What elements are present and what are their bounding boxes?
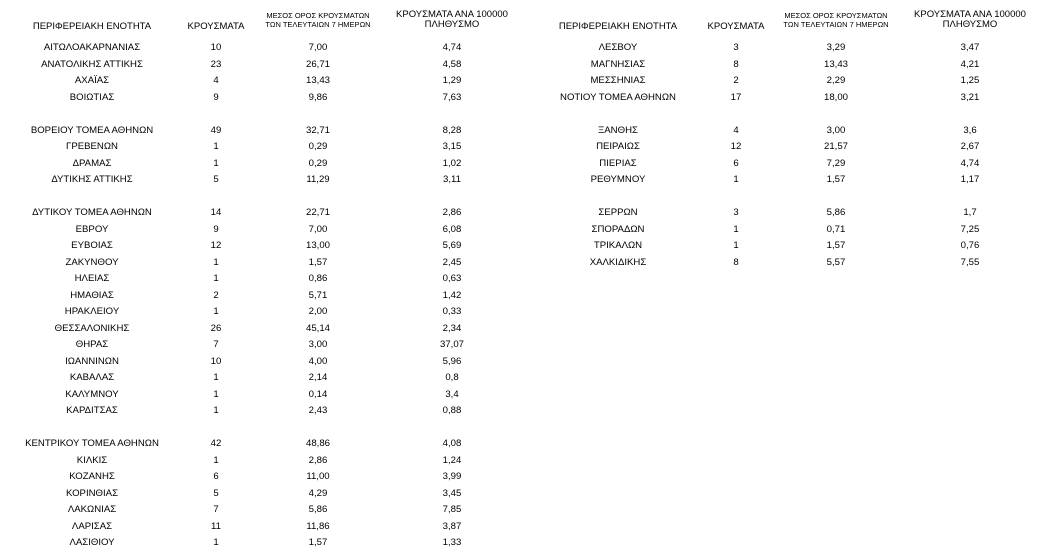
cell-per: 0,33 xyxy=(442,306,462,317)
cell-region: ΣΕΡΡΩΝ xyxy=(598,207,638,218)
right-table-body xyxy=(520,40,1041,271)
header-per-line2: ΠΛΗΘΥΣΜΟ xyxy=(942,19,998,30)
table-row xyxy=(520,222,1041,239)
cell-region: ΒΟΙΩΤΙΑΣ xyxy=(69,91,115,103)
cell-region: ΚΑΒΑΛΑΣ xyxy=(69,372,115,383)
cell-per: 4,21 xyxy=(960,58,980,70)
table-row xyxy=(0,304,520,321)
cell-region: ΛΑΡΙΣΑΣ xyxy=(71,520,113,532)
cell-per: 4,74 xyxy=(442,42,462,53)
cell-avg: 32,71 xyxy=(305,124,330,136)
header-per-line1: ΚΡΟΥΣΜΑΤΑ ΑΝΑ 100000 xyxy=(396,9,508,20)
table-row xyxy=(0,502,520,519)
cell-avg: 9,86 xyxy=(308,91,328,103)
cell-cases: 42 xyxy=(210,438,222,449)
cell-region: ΜΑΓΝΗΣΙΑΣ xyxy=(590,58,646,70)
table-row xyxy=(0,469,520,486)
cell-avg: 7,00 xyxy=(308,223,328,235)
cell-cases: 1 xyxy=(733,223,739,235)
cell-cases: 4 xyxy=(733,124,739,136)
cell-per: 3,99 xyxy=(442,471,462,482)
table-row xyxy=(520,40,1041,57)
cell-avg: 11,86 xyxy=(306,520,330,532)
cell-per: 3,15 xyxy=(442,141,462,152)
table-row xyxy=(0,453,520,470)
table-row xyxy=(0,73,520,90)
table-row xyxy=(0,337,520,354)
table-row xyxy=(0,139,520,156)
cell-region: ΕΒΡΟΥ xyxy=(75,223,109,235)
cell-cases: 2 xyxy=(213,289,219,301)
cell-per: 1,7 xyxy=(963,207,977,218)
cell-avg xyxy=(252,106,384,123)
cell-cases: 9 xyxy=(213,223,219,235)
cell-per: 0,8 xyxy=(445,372,459,383)
cell-cases: 1 xyxy=(213,454,219,466)
cell-region: ΑΙΤΩΛΟΑΚΑΡΝΑΝΙΑΣ xyxy=(43,42,141,53)
cell-cases: 5 xyxy=(213,174,219,185)
table-row xyxy=(0,535,520,552)
cell-avg: 26,71 xyxy=(305,58,330,70)
table-row xyxy=(0,354,520,371)
header-avg xyxy=(252,0,384,40)
cell-region: ΚΕΝΤΡΙΚΟΥ ΤΟΜΕΑ ΑΘΗΝΩΝ xyxy=(25,438,159,449)
table-row xyxy=(520,57,1041,74)
table-row xyxy=(520,139,1041,156)
cell-cases: 12 xyxy=(730,141,742,152)
table-row xyxy=(0,321,520,338)
cell-cases: 23 xyxy=(210,58,222,70)
header-region-label: ΠΕΡΙΦΕΡΕΙΑΚΗ ΕΝΟΤΗΤΑ xyxy=(32,20,152,32)
table-row xyxy=(520,172,1041,189)
cell-cases: 8 xyxy=(733,256,739,268)
cell-region: ΚΑΡΔΙΤΣΑΣ xyxy=(66,405,118,416)
table-row xyxy=(520,189,1041,206)
cell-per: 2,45 xyxy=(442,256,462,268)
cell-avg: 11,00 xyxy=(306,471,330,482)
cell-avg: 4,29 xyxy=(308,487,328,499)
cell-per: 1,24 xyxy=(442,454,462,466)
cell-avg xyxy=(252,189,384,206)
cell-per: 6,08 xyxy=(442,223,462,235)
table-row xyxy=(0,189,520,206)
cell-per: 0,88 xyxy=(442,405,462,416)
table-row xyxy=(0,156,520,173)
cell-region: ΔΡΑΜΑΣ xyxy=(72,157,112,169)
cell-cases: 11 xyxy=(211,520,221,532)
cell-region xyxy=(540,189,696,206)
table-row xyxy=(0,40,520,57)
table-row xyxy=(0,106,520,123)
cell-cases: 10 xyxy=(210,355,222,367)
cell-region: ΑΧΑΪΑΣ xyxy=(74,75,110,86)
cell-per: 1,17 xyxy=(960,174,980,185)
left-table xyxy=(0,0,520,553)
cell-avg: 13,43 xyxy=(823,58,848,70)
cell-per: 3,4 xyxy=(445,388,459,400)
cell-cases: 6 xyxy=(213,471,219,482)
cell-per xyxy=(904,106,1036,123)
cell-cases: 17 xyxy=(730,91,742,103)
cell-region: ΕΥΒΟΙΑΣ xyxy=(71,240,113,251)
cell-avg: 1,57 xyxy=(308,256,328,268)
table-row xyxy=(520,205,1041,222)
right-table-header xyxy=(520,0,1041,40)
header-region-label: ΠΕΡΙΦΕΡΕΙΑΚΗ ΕΝΟΤΗΤΑ xyxy=(558,20,678,32)
cell-region: ΙΩΑΝΝΙΝΩΝ xyxy=(65,355,119,367)
cell-cases: 10 xyxy=(210,42,222,53)
table-row xyxy=(0,387,520,404)
cell-region: ΚΑΛΥΜΝΟΥ xyxy=(65,388,119,400)
cell-cases: 1 xyxy=(213,372,219,383)
cell-region: ΓΡΕΒΕΝΩΝ xyxy=(66,141,118,152)
cell-avg: 2,86 xyxy=(308,454,328,466)
header-per xyxy=(384,0,520,40)
cell-region: ΡΕΘΥΜΝΟΥ xyxy=(590,174,646,185)
cell-region: ΒΟΡΕΙΟΥ ΤΟΜΕΑ ΑΘΗΝΩΝ xyxy=(30,124,154,136)
cell-cases xyxy=(180,106,252,123)
cell-cases: 1 xyxy=(213,141,219,152)
table-row xyxy=(0,403,520,420)
table-row xyxy=(520,73,1041,90)
cell-cases: 49 xyxy=(210,124,222,136)
cell-cases: 9 xyxy=(213,91,219,103)
cell-region: ΜΕΣΣΗΝΙΑΣ xyxy=(590,75,646,86)
cell-per: 1,29 xyxy=(442,75,462,86)
cell-avg: 5,57 xyxy=(826,256,846,268)
cell-per: 5,96 xyxy=(442,355,462,367)
cell-region xyxy=(540,106,696,123)
cell-per xyxy=(384,420,520,437)
cell-cases: 1 xyxy=(213,405,219,416)
cell-avg: 0,14 xyxy=(308,388,328,400)
cell-region: ΛΕΣΒΟΥ xyxy=(598,42,638,53)
cell-region: ΚΟΡΙΝΘΙΑΣ xyxy=(65,487,119,499)
table-row xyxy=(0,90,520,107)
cell-avg: 2,14 xyxy=(308,372,328,383)
cell-per: 3,11 xyxy=(443,174,461,185)
cell-cases xyxy=(702,106,770,123)
cell-avg: 1,57 xyxy=(826,240,846,251)
cell-cases: 1 xyxy=(213,306,219,317)
header-cases-label: ΚΡΟΥΣΜΑΤΑ xyxy=(187,20,245,32)
cell-region: ΛΑΚΩΝΙΑΣ xyxy=(67,504,117,515)
cell-cases: 5 xyxy=(213,487,219,499)
cell-cases: 7 xyxy=(213,504,219,515)
left-table-body xyxy=(0,40,520,552)
cell-avg: 48,86 xyxy=(305,438,330,449)
cell-per: 1,42 xyxy=(442,289,462,301)
cell-region xyxy=(4,106,180,123)
cell-region: ΖΑΚΥΝΘΟΥ xyxy=(65,256,119,268)
cell-region: ΞΑΝΘΗΣ xyxy=(598,124,638,136)
header-per xyxy=(904,0,1036,40)
cell-region: ΠΙΕΡΙΑΣ xyxy=(599,157,637,169)
cell-cases: 1 xyxy=(213,256,219,268)
cell-per xyxy=(384,189,520,206)
cell-cases: 3 xyxy=(733,42,739,53)
cell-avg: 2,00 xyxy=(308,306,328,317)
cell-per: 3,45 xyxy=(442,487,462,499)
table-row xyxy=(0,172,520,189)
cell-avg xyxy=(770,189,902,206)
left-table-header xyxy=(0,0,520,40)
cell-avg: 2,29 xyxy=(826,75,846,86)
cell-region: ΚΙΛΚΙΣ xyxy=(76,454,108,466)
cell-region xyxy=(4,189,180,206)
header-avg-line2: ΤΩΝ ΤΕΛΕΥΤΑΙΩΝ 7 ΗΜΕΡΩΝ xyxy=(783,20,889,29)
cell-cases: 3 xyxy=(733,207,739,218)
header-per-line2: ΠΛΗΘΥΣΜΟ xyxy=(424,19,480,30)
cell-avg: 21,57 xyxy=(823,141,848,152)
table-row xyxy=(0,255,520,272)
cell-per: 2,34 xyxy=(442,322,462,334)
cell-region: ΣΠΟΡΑΔΩΝ xyxy=(591,223,645,235)
cell-region: ΛΑΣΙΘΙΟΥ xyxy=(69,537,115,548)
cell-per: 7,63 xyxy=(442,91,462,103)
cell-region: ΗΡΑΚΛΕΙΟΥ xyxy=(64,306,120,317)
cell-avg: 3,00 xyxy=(826,124,846,136)
table-row xyxy=(0,486,520,503)
cell-per: 7,25 xyxy=(960,223,980,235)
table-row xyxy=(0,436,520,453)
cell-cases: 1 xyxy=(213,273,219,284)
cell-per: 4,74 xyxy=(960,157,980,169)
cell-avg: 5,86 xyxy=(308,504,328,515)
table-row xyxy=(520,255,1041,272)
cell-region xyxy=(4,420,180,437)
cell-avg: 4,00 xyxy=(308,355,328,367)
cell-per: 7,85 xyxy=(442,504,462,515)
cell-per: 1,25 xyxy=(960,75,980,86)
cell-avg: 13,00 xyxy=(305,240,330,251)
cell-cases xyxy=(702,189,770,206)
header-avg xyxy=(770,0,902,40)
table-row xyxy=(0,57,520,74)
table-row xyxy=(0,222,520,239)
table-row xyxy=(520,238,1041,255)
table-row xyxy=(0,370,520,387)
cell-per: 1,02 xyxy=(442,157,462,169)
cell-avg: 18,00 xyxy=(823,91,848,103)
cell-cases: 14 xyxy=(210,207,222,218)
cell-region: ΔΥΤΙΚΟΥ ΤΟΜΕΑ ΑΘΗΝΩΝ xyxy=(32,207,152,218)
cell-cases: 1 xyxy=(733,174,739,185)
cell-per: 37,07 xyxy=(439,339,464,350)
cell-per: 2,67 xyxy=(960,141,980,152)
cell-per: 3,6 xyxy=(963,124,977,136)
cell-cases: 8 xyxy=(733,58,739,70)
cell-cases: 6 xyxy=(733,157,739,169)
cell-per: 2,86 xyxy=(442,207,462,218)
header-avg-line1: ΜΕΣΟΣ ΟΡΟΣ ΚΡΟΥΣΜΑΤΩΝ xyxy=(784,11,888,20)
header-avg-line1: ΜΕΣΟΣ ΟΡΟΣ ΚΡΟΥΣΜΑΤΩΝ xyxy=(266,11,370,20)
cell-region: ΗΛΕΙΑΣ xyxy=(74,273,110,284)
cell-cases xyxy=(180,420,252,437)
cell-avg: 1,57 xyxy=(308,537,328,548)
cell-avg: 0,71 xyxy=(826,223,846,235)
cell-avg: 45,14 xyxy=(305,322,330,334)
cell-per: 5,69 xyxy=(442,240,462,251)
cell-avg xyxy=(252,420,384,437)
cell-avg: 0,29 xyxy=(308,157,328,169)
cell-avg: 11,29 xyxy=(306,174,330,185)
cell-cases: 1 xyxy=(213,157,219,169)
cell-avg: 7,29 xyxy=(826,157,846,169)
cell-region: ΗΜΑΘΙΑΣ xyxy=(70,289,114,301)
cell-region: ΝΟΤΙΟΥ ΤΟΜΕΑ ΑΘΗΝΩΝ xyxy=(560,91,676,103)
cell-region: ΘΗΡΑΣ xyxy=(75,339,109,350)
table-row xyxy=(520,123,1041,140)
cell-avg: 13,43 xyxy=(305,75,330,86)
cell-per xyxy=(904,189,1036,206)
cell-avg: 3,29 xyxy=(826,42,846,53)
table-row xyxy=(0,519,520,536)
cell-cases: 4 xyxy=(213,75,219,86)
cell-per xyxy=(384,106,520,123)
cell-per: 0,63 xyxy=(442,273,462,284)
cell-per: 3,47 xyxy=(960,42,980,53)
cell-cases: 26 xyxy=(210,322,222,334)
table-row xyxy=(0,288,520,305)
cell-per: 0,76 xyxy=(960,240,980,251)
cell-cases: 2 xyxy=(733,75,739,86)
table-row xyxy=(0,420,520,437)
table-row xyxy=(520,106,1041,123)
cell-per: 1,33 xyxy=(442,537,462,548)
cell-region: ΘΕΣΣΑΛΟΝΙΚΗΣ xyxy=(54,322,130,334)
table-row xyxy=(520,90,1041,107)
cell-avg: 7,00 xyxy=(308,42,328,53)
cell-avg: 5,86 xyxy=(826,207,846,218)
cell-per: 3,21 xyxy=(960,91,980,103)
cell-avg: 1,57 xyxy=(826,174,846,185)
header-avg-line2: ΤΩΝ ΤΕΛΕΥΤΑΙΩΝ 7 ΗΜΕΡΩΝ xyxy=(265,20,371,29)
cell-avg: 0,86 xyxy=(308,273,328,284)
right-table xyxy=(520,0,1041,553)
table-row xyxy=(520,156,1041,173)
cell-region: ΠΕΙΡΑΙΩΣ xyxy=(596,141,640,152)
cell-avg: 2,43 xyxy=(308,405,328,416)
cell-region: ΔΥΤΙΚΗΣ ΑΤΤΙΚΗΣ xyxy=(51,174,133,185)
cell-region: ΧΑΛΚΙΔΙΚΗΣ xyxy=(589,256,647,268)
cell-avg xyxy=(770,106,902,123)
table-row xyxy=(0,205,520,222)
table-row xyxy=(0,123,520,140)
cell-region: ΚΟΖΑΝΗΣ xyxy=(69,471,115,482)
table-row xyxy=(0,271,520,288)
cell-per: 4,58 xyxy=(442,58,462,70)
header-cases-label: ΚΡΟΥΣΜΑΤΑ xyxy=(707,20,765,32)
cell-avg: 22,71 xyxy=(305,207,330,218)
cell-cases: 7 xyxy=(213,339,219,350)
cell-region: ΑΝΑΤΟΛΙΚΗΣ ΑΤΤΙΚΗΣ xyxy=(41,58,143,70)
cell-cases: 1 xyxy=(213,537,219,548)
cell-avg: 3,00 xyxy=(308,339,328,350)
cell-cases: 12 xyxy=(210,240,222,251)
cell-per: 4,08 xyxy=(442,438,462,449)
cell-per: 7,55 xyxy=(960,256,980,268)
cell-cases: 1 xyxy=(733,240,739,251)
header-per-line1: ΚΡΟΥΣΜΑΤΑ ΑΝΑ 100000 xyxy=(914,9,1026,20)
cell-region: ΤΡΙΚΑΛΩΝ xyxy=(593,240,643,251)
cell-per: 3,87 xyxy=(442,520,462,532)
cell-avg: 5,71 xyxy=(308,289,328,301)
cell-per: 8,28 xyxy=(442,124,462,136)
table-row xyxy=(0,238,520,255)
cell-cases: 1 xyxy=(213,388,219,400)
cell-cases xyxy=(180,189,252,206)
cell-avg: 0,29 xyxy=(308,141,328,152)
